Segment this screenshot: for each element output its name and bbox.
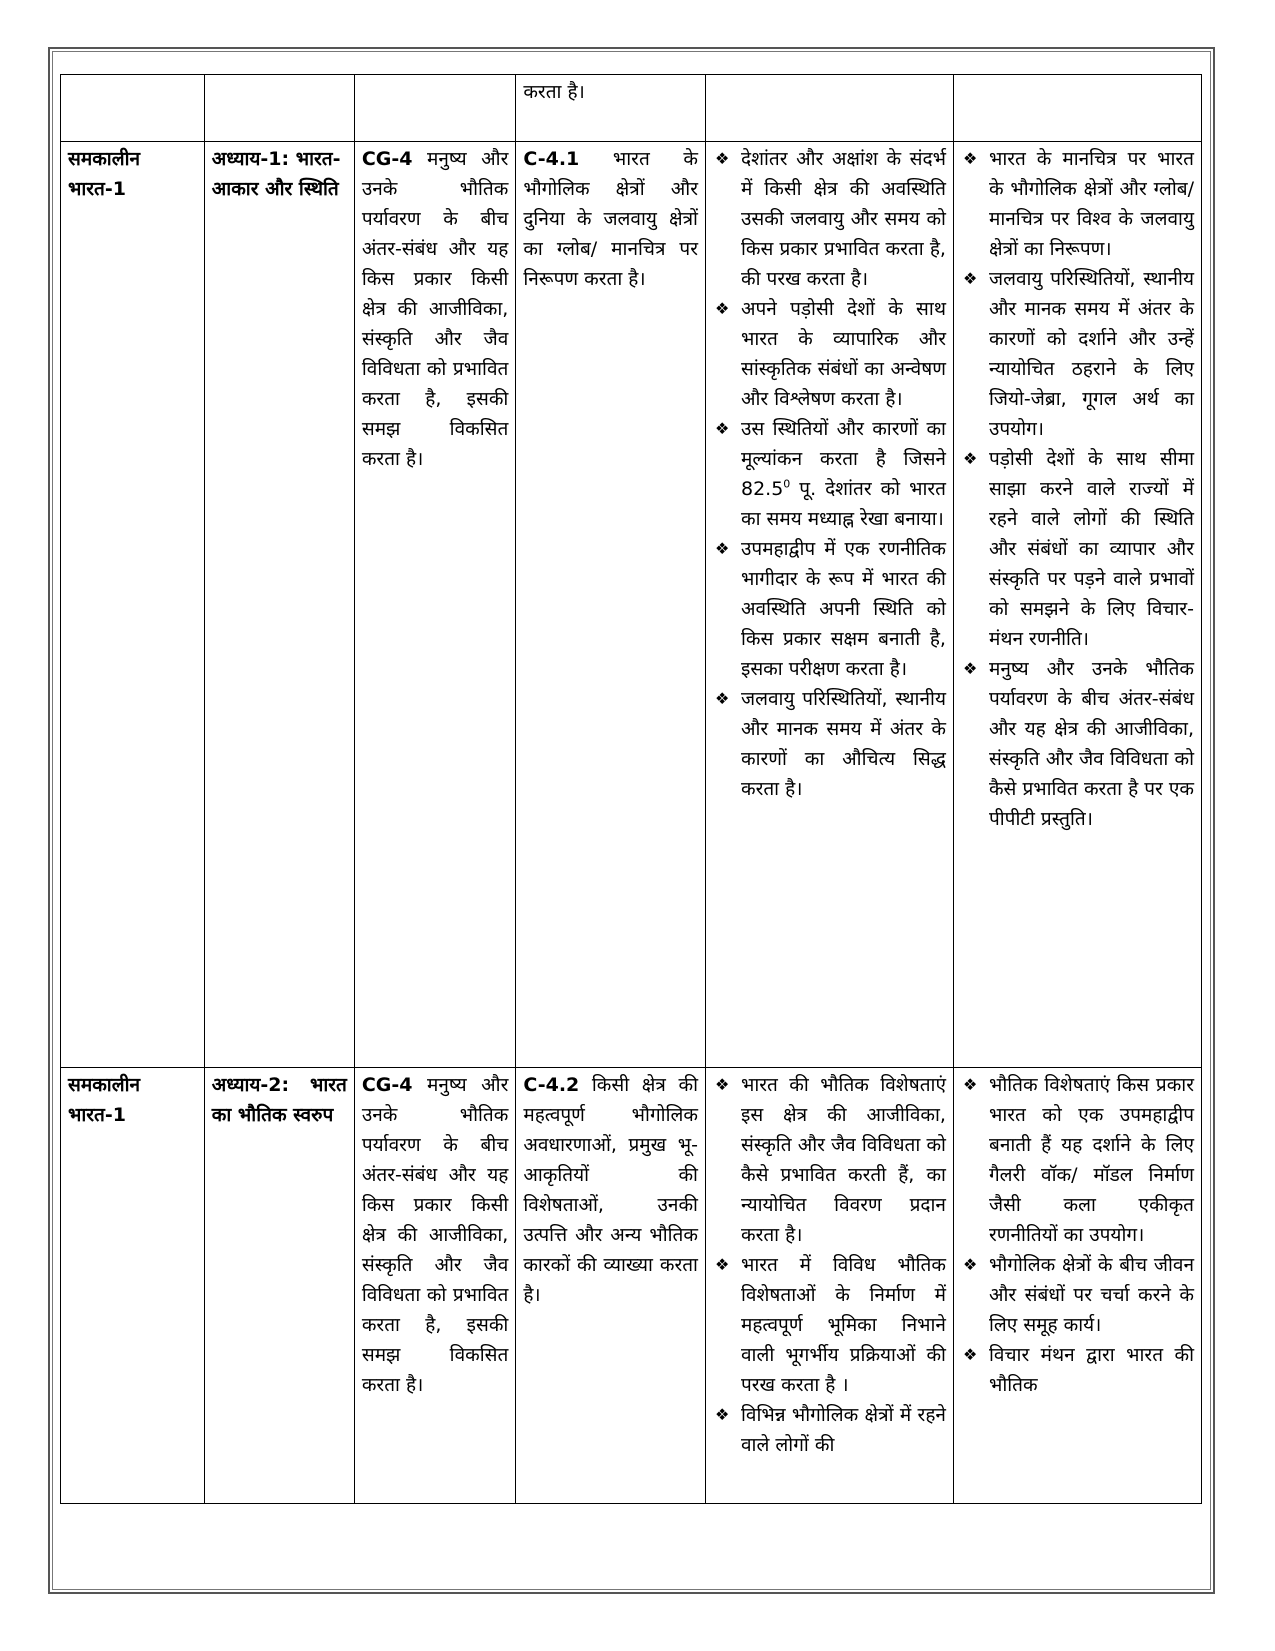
book-title: समकालीन भारत-1 (61, 1068, 205, 1504)
table-row (61, 75, 1202, 142)
bullet-icon: ❖ (714, 1075, 730, 1094)
list-item: ❖ विभिन्न भौगोलिक क्षेत्रों में रहने वाले लोगों की (713, 1400, 946, 1460)
list-item: ❖ भारत के मानचित्र पर भारत के भौगोलिक क्षेत्रों और ग्लोब/ मानचित्र पर विश्व के जलवायु क्षेत्रों का निरूपण। (961, 144, 1194, 264)
bullet-icon: ❖ (962, 1075, 978, 1094)
competency (516, 142, 706, 1068)
bullet-icon: ❖ (714, 299, 730, 318)
table-row (61, 142, 1202, 1068)
bullet-icon: ❖ (714, 689, 730, 708)
continued-text: करता है। (516, 75, 706, 142)
list-item: ❖ विचार मंथन द्वारा भारत की भौतिक (961, 1340, 1194, 1400)
list-item: ❖ पड़ोसी देशों के साथ सीमा साझा करने वाले राज्यों में रहने वाले लोगों की स्थिति और संबंधों का व्यापार और संस्कृति पर पड़ने वाले प्रभावों को समझने के लिए विचार-मंथन रणनीति। (961, 444, 1194, 654)
curriculum-table (60, 74, 1202, 1504)
list-item: ❖ देशांतर और अक्षांश के संदर्भ में किसी क्षेत्र की अवस्थिति उसकी जलवायु और समय को किस प्रकार प्रभावित करता है, की परख करता है। (713, 144, 946, 294)
degree-sup: 0 (783, 477, 791, 491)
c-text: किसी क्षेत्र की महत्वपूर्ण भौगोलिक अवधारणाओं, प्रमुख भू-आकृतियों की विशेषताओं, उनकी उत्पत्ति और अन्य भौतिक कारकों की व्याख्या करता है। (523, 1074, 698, 1306)
table-row (61, 1068, 1202, 1504)
cg-text: मनुष्य और उनके भौतिक पर्यावरण के बीच अंतर-संबंध और यह किस प्रकार किसी क्षेत्र की आजीविका, संस्कृति और जैव विविधता को प्रभावित करता है, इसकी समझ विकसित करता है। (361, 1074, 509, 1396)
list-item: ❖ उपमहाद्वीप में एक रणनीतिक भागीदार के रूप में भारत की अवस्थिति अपनी स्थिति को किस प्रकार सक्षम बनाती है, इसका परीक्षण करता है। (713, 534, 946, 684)
cg-text: मनुष्य और उनके भौतिक पर्यावरण के बीच अंतर-संबंध और यह किस प्रकार किसी क्षेत्र की आजीविका, संस्कृति और जैव विविधता को प्रभावित करता है, इसकी समझ विकसित करता है। (361, 148, 509, 470)
list-item: ❖ भारत की भौतिक विशेषताएं इस क्षेत्र की आजीविका, संस्कृति और जैव विविधता को कैसे प्रभावित करती हैं, का न्यायोचित विवरण प्रदान करता है। (713, 1070, 946, 1250)
bullet-icon: ❖ (962, 1345, 978, 1364)
learning-outcomes (705, 1068, 953, 1504)
bullet-icon: ❖ (962, 659, 978, 678)
chapter-title: अध्याय-1: भारत-आकार और स्थिति (204, 142, 354, 1068)
list-item: ❖ भौगोलिक क्षेत्रों के बीच जीवन और संबंधों पर चर्चा करने के लिए समूह कार्य। (961, 1250, 1194, 1340)
list-item: ❖ भारत में विविध भौतिक विशेषताओं के निर्माण में महत्वपूर्ण भूमिका निभाने वाली भूगर्भीय प्रक्रियाओं की परख करता है । (713, 1250, 946, 1400)
list-item: ❖ भौतिक विशेषताएं किस प्रकार भारत को एक उपमहाद्वीप बनाती हैं यह दर्शाने के लिए गैलरी वॉक/ मॉडल निर्माण जैसी कला एकीकृत रणनीतियों का उपयोग। (961, 1070, 1194, 1250)
curricular-goal (354, 142, 516, 1068)
pedagogy-activities (953, 142, 1201, 1068)
bullet-icon: ❖ (714, 1405, 730, 1424)
bullet-icon: ❖ (962, 269, 978, 288)
cell-empty (61, 75, 205, 142)
c-code: C-4.1 (523, 148, 580, 170)
list-item: ❖ मनुष्य और उनके भौतिक पर्यावरण के बीच अंतर-संबंध और यह क्षेत्र की आजीविका, संस्कृति और जैव विविधता को कैसे प्रभावित करता है पर एक पीपीटी प्रस्तुति। (961, 654, 1194, 834)
cg-code: CG-4 (361, 148, 413, 170)
competency (516, 1068, 706, 1504)
list-item: ❖ जलवायु परिस्थितियों, स्थानीय और मानक समय में अंतर के कारणों का औचित्य सिद्ध करता है। (713, 684, 946, 804)
cell-empty (953, 75, 1201, 142)
book-title: समकालीन भारत-1 (61, 142, 205, 1068)
cell-empty (204, 75, 354, 142)
cell-empty (705, 75, 953, 142)
cg-code: CG-4 (361, 1074, 413, 1096)
bullet-icon: ❖ (962, 1255, 978, 1274)
bullet-icon: ❖ (714, 1255, 730, 1274)
list-item: ❖ अपने पड़ोसी देशों के साथ भारत के व्यापारिक और सांस्कृतिक संबंधों का अन्वेषण और विश्लेषण करता है। (713, 294, 946, 414)
chapter-title: अध्याय-2: भारत का भौतिक स्वरुप (204, 1068, 354, 1504)
bullet-icon: ❖ (962, 149, 978, 168)
bullet-icon: ❖ (714, 149, 730, 168)
cell-empty (354, 75, 516, 142)
list-item: ❖ उस स्थितियों और कारणों का मूल्यांकन करता है जिसने 82.5$^0$ पू. देशांतर को भारत का समय मध्याह्न रेखा बनाया। (713, 414, 946, 534)
learning-outcomes (705, 142, 953, 1068)
bullet-icon: ❖ (714, 539, 730, 558)
c-text: भारत के भौगोलिक क्षेत्रों और दुनिया के जलवायु क्षेत्रों का ग्लोब/ मानचित्र पर निरूपण करता है। (523, 148, 698, 290)
bullet-icon: ❖ (714, 419, 730, 438)
list-item: ❖ जलवायु परिस्थितियों, स्थानीय और मानक समय में अंतर के कारणों को दर्शाने और उन्हें न्यायोचित ठहराने के लिए जियो-जेब्रा, गूगल अर्थ का उपयोग। (961, 264, 1194, 444)
bullet-icon: ❖ (962, 449, 978, 468)
c-code: C-4.2 (523, 1074, 580, 1096)
pedagogy-activities (953, 1068, 1201, 1504)
curricular-goal (354, 1068, 516, 1504)
